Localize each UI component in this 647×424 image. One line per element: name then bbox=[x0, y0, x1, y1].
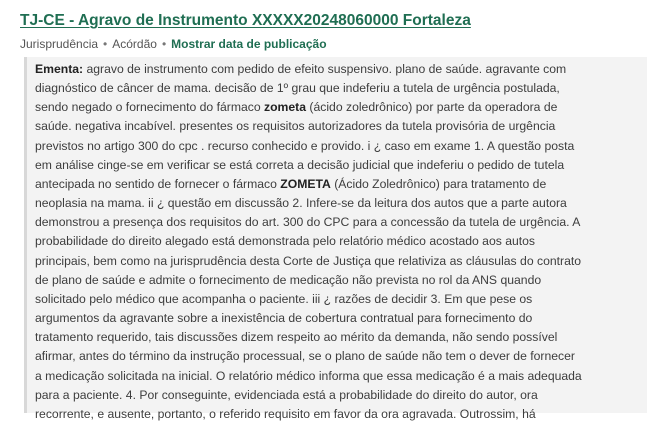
ementa-segment: (Ácido Zoledrônico) para tratamento de neoplasia na mama. ii ¿ questão em discussão 2. Infere-se da leitura dos autos que a parte autora demonstrou a presença dos requisitos do art. 300 do CPC para a concessão da tutela de urgência. A probabilidade do direito alegado está demonstrada pelo relatório médico acostado aos autos principais, bem como na jurisprudência desta Corte de Justiça que relativiza as cláusulas do contrato de plano de saúde e admite o fornecimento de medicação não prevista no rol da ANS quando solicitado pelo médico que acompanha o paciente. iii ¿ razões de decidir 3. Em que pese os argumentos da agravante sobre a inexistência de cobertura contratual para fornecimento do tratamento requerido, tais discussões dizem respeito ao mérito da demanda, não sendo possível afirmar, antes do término da instrução processual, se o plano de saúde não tem o dever de fornecer a medicação solicitada na inicial. O relatório médico informa que essa medicação é a mais adequada para a paciente. 4. Por conseguinte, evidenciada está a probabilidade do direito do autor, ora recorrente, e ausente, portanto, o referido requisito em favor da ora agravada. Outrossim, há bbox=[35, 176, 582, 421]
meta-separator: • bbox=[103, 37, 108, 51]
ementa-label: Ementa: bbox=[35, 62, 84, 76]
highlight-term: ZOMETA bbox=[280, 176, 331, 191]
ementa-segment: agravo de instrumento com pedido de efeito suspensivo. plano de saúde. agravante com diagnóstico de câncer de mama. decisão de 1º grau que indeferiu a tutela de urgência postulada, sendo negado o fornecimento do fármaco bbox=[35, 62, 567, 115]
ementa-segment: (ácido zoledrônico) por parte da operadora de saúde. negativa incabível. presentes os requisitos autorizadores da tutela provisória de urgência previstos no artigo 300 do cpc . recurso conhecido e provido. i ¿ caso em exame 1. A questão posta em análise cinge-se em verificar se está correta a decisão judicial que indeferiu o pedido de tutela antecipada no sentido de fornecer o fármaco bbox=[35, 100, 575, 191]
category-label: Jurisprudência bbox=[20, 37, 99, 51]
document-type-label: Acórdão bbox=[112, 37, 157, 51]
meta-separator: • bbox=[161, 37, 167, 51]
result-meta bbox=[20, 36, 327, 52]
result-title-link[interactable]: TJ-CE - Agravo de Instrumento XXXXX20248060000 Fortaleza bbox=[20, 12, 471, 29]
highlight-term: zometa bbox=[264, 100, 307, 115]
ementa-text bbox=[35, 60, 583, 424]
show-publication-date-link[interactable]: Mostrar data de publicação bbox=[171, 37, 327, 51]
